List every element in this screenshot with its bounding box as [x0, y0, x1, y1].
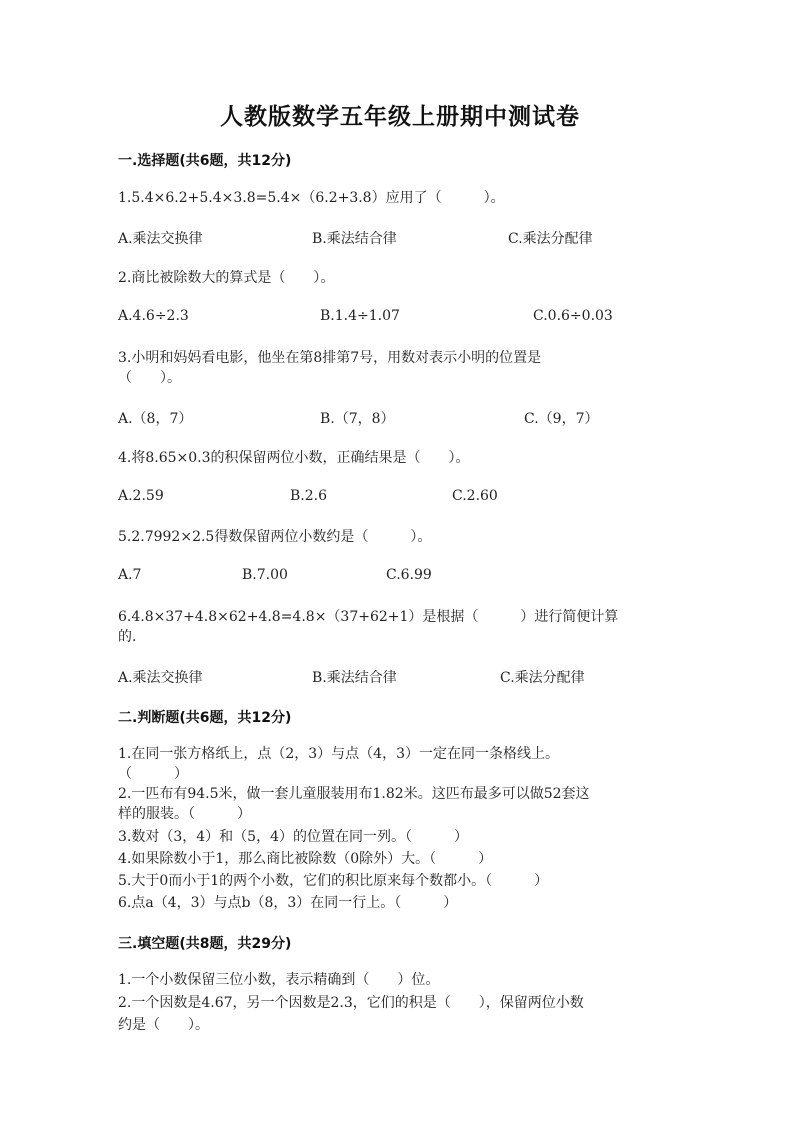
question-line: 2.一个因数是4.67，另一个因数是2.3，它们的积是（ ），保留两位小数: [118, 995, 584, 1011]
question-stem-cont: 的.: [118, 629, 137, 645]
section-heading-fill-blank: 三.填空题(共8题，共29分): [118, 936, 292, 952]
option-c: C.6.99: [386, 567, 432, 583]
option-a: A.乘法交换律: [118, 231, 203, 247]
statement-line: 1.在同一张方格纸上，点（2，3）与点（4，3）一定在同一条格线上。: [118, 746, 559, 762]
statement-line: 4.如果除数小于1，那么商比被除数（0除外）大。（ ）: [118, 851, 493, 867]
statement-line: （ ）: [118, 766, 188, 782]
option-b: B.（7，8）: [320, 411, 395, 427]
question-stem: 4.将8.65×0.3的积保留两位小数，正确结果是（ ）。: [118, 450, 470, 466]
option-b: B.2.6: [290, 488, 328, 504]
question-line: 约是（ ）。: [118, 1017, 209, 1033]
section-heading-judgement: 二.判断题(共6题，共12分): [118, 710, 292, 726]
option-c: C.乘法分配律: [500, 670, 585, 686]
option-c: C.2.60: [452, 488, 498, 504]
option-b: B.1.4÷1.07: [320, 308, 400, 324]
option-b: B.7.00: [242, 567, 288, 583]
option-c: C.（9，7）: [524, 411, 599, 427]
option-c: C.乘法分配律: [508, 231, 593, 247]
option-a: A.（8，7）: [118, 411, 193, 427]
option-b: B.乘法结合律: [312, 670, 397, 686]
statement-line: 2.一匹布有94.5米，做一套儿童服装用布1.82米。这匹布最多可以做52套这: [118, 786, 590, 802]
question-stem-cont: （ ）。: [118, 370, 181, 386]
statement-line: 5.大于0而小于1的两个小数，它们的积比原来每个数都小。（ ）: [118, 873, 549, 889]
page-title: 人教版数学五年级上册期中测试卷: [220, 104, 580, 130]
question-stem: 1.5.4×6.2+5.4×3.8=5.4×（6.2+3.8）应用了（ ）。: [118, 190, 505, 206]
section-heading-choice: 一.选择题(共6题，共12分): [118, 153, 292, 169]
question-stem: 5.2.7992×2.5得数保留两位小数约是（ ）。: [118, 529, 432, 545]
question-stem: 3.小明和妈妈看电影，他坐在第8排第7号，用数对表示小明的位置是: [118, 350, 542, 366]
option-b: B.乘法结合律: [312, 231, 397, 247]
option-a: A.乘法交换律: [118, 670, 203, 686]
question-stem: 2.商比被除数大的算式是（ ）。: [118, 270, 335, 286]
statement-line: 3.数对（3，4）和（5，4）的位置在同一列。（ ）: [118, 829, 468, 845]
option-a: A.4.6÷2.3: [118, 308, 189, 324]
question-stem: 6.4.8×37+4.8×62+4.8=4.8×（37+62+1）是根据（ ）进行简便计算: [118, 609, 619, 625]
option-a: A.7: [118, 567, 142, 583]
question-line: 1.一个小数保留三位小数，表示精确到（ ）位。: [118, 972, 440, 988]
option-a: A.2.59: [118, 488, 164, 504]
statement-line: 样的服装。（ ）: [118, 806, 251, 822]
statement-line: 6.点a（4，3）与点b（8，3）在同一行上。（ ）: [118, 895, 458, 911]
option-c: C.0.6÷0.03: [533, 308, 613, 324]
